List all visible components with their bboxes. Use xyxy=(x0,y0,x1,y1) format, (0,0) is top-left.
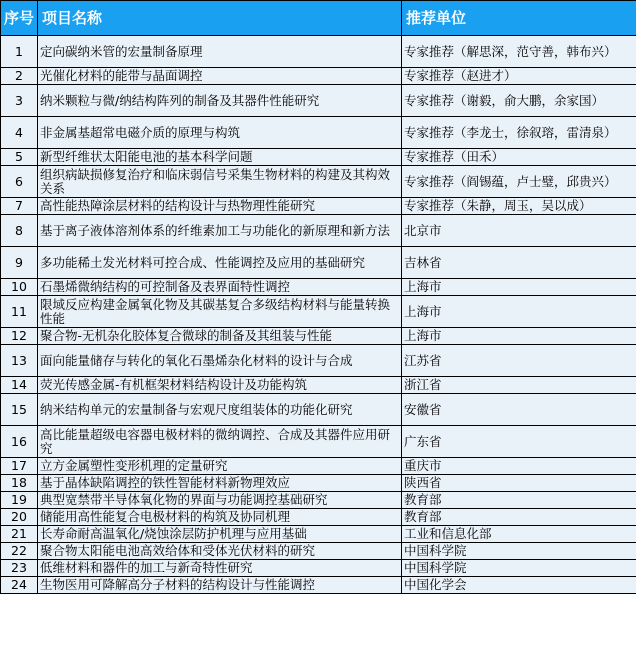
row-no-cell[interactable]: 14 xyxy=(1,377,38,394)
project-name-cell[interactable]: 石墨烯微纳结构的可控制备及表界面特性调控 xyxy=(38,279,402,296)
row-no-cell[interactable]: 24 xyxy=(1,577,38,594)
row-no-cell[interactable]: 20 xyxy=(1,509,38,526)
recommender-cell[interactable]: 上海市 xyxy=(402,296,636,328)
project-name-cell[interactable]: 生物医用可降解高分子材料的结构设计与性能调控 xyxy=(38,577,402,594)
project-name-cell[interactable]: 定向碳纳米管的宏量制备原理 xyxy=(38,36,402,68)
project-name-cell[interactable]: 荧光传感金属-有机框架材料结构设计及功能构筑 xyxy=(38,377,402,394)
row-no-cell[interactable]: 18 xyxy=(1,475,38,492)
recommender-cell[interactable]: 江苏省 xyxy=(402,345,636,377)
recommender-cell[interactable]: 教育部 xyxy=(402,492,636,509)
header-project[interactable]: 项目名称 xyxy=(38,1,402,36)
project-name-cell[interactable]: 低维材料和器件的加工与新奇特性研究 xyxy=(38,560,402,577)
recommender-cell[interactable]: 专家推荐（朱静，周玉，吴以成） xyxy=(402,198,636,215)
project-name-cell[interactable]: 基于离子液体溶剂体系的纤维素加工与功能化的新原理和新方法 xyxy=(38,215,402,247)
project-name-cell[interactable]: 长寿命耐高温氧化/烧蚀涂层防护机理与应用基础 xyxy=(38,526,402,543)
project-name-cell[interactable]: 储能用高性能复合电极材料的构筑及协同机理 xyxy=(38,509,402,526)
recommender-cell[interactable]: 工业和信息化部 xyxy=(402,526,636,543)
project-name-cell[interactable]: 光催化材料的能带与晶面调控 xyxy=(38,68,402,85)
recommender-cell[interactable]: 专家推荐（赵进才） xyxy=(402,68,636,85)
row-no-cell[interactable]: 5 xyxy=(1,149,38,166)
row-no-cell[interactable]: 16 xyxy=(1,426,38,458)
header-no[interactable]: 序号 xyxy=(1,1,38,36)
table-row xyxy=(1,149,636,166)
row-no-cell[interactable]: 1 xyxy=(1,36,38,68)
recommender-cell[interactable]: 广东省 xyxy=(402,426,636,458)
project-name-cell[interactable]: 基于晶体缺陷调控的铁性智能材料新物理效应 xyxy=(38,475,402,492)
recommender-cell[interactable]: 中国化学会 xyxy=(402,577,636,594)
project-name-cell[interactable]: 聚合物-无机杂化胶体复合微球的制备及其组装与性能 xyxy=(38,328,402,345)
project-name-cell[interactable]: 限域反应构建金属氧化物及其碳基复合多级结构材料与能量转换性能 xyxy=(38,296,402,328)
project-name-cell[interactable]: 组织病缺损修复治疗和临床弱信号采集生物材料的构建及其构效关系 xyxy=(38,166,402,198)
table-row xyxy=(1,166,636,198)
recommender-cell[interactable]: 安徽省 xyxy=(402,394,636,426)
row-no-cell[interactable]: 6 xyxy=(1,166,38,198)
recommender-cell[interactable]: 上海市 xyxy=(402,279,636,296)
project-name-cell[interactable]: 非金属基超常电磁介质的原理与构筑 xyxy=(38,117,402,149)
table-row xyxy=(1,560,636,577)
row-no-cell[interactable]: 21 xyxy=(1,526,38,543)
project-name-cell[interactable]: 多功能稀土发光材料可控合成、性能调控及应用的基础研究 xyxy=(38,247,402,279)
table-row xyxy=(1,198,636,215)
row-no-cell[interactable]: 22 xyxy=(1,543,38,560)
table-row xyxy=(1,475,636,492)
recommender-cell[interactable]: 专家推荐（阎锡蕴，卢士璧，邱贵兴） xyxy=(402,166,636,198)
header-unit[interactable]: 推荐单位 xyxy=(402,1,636,36)
project-name-cell[interactable]: 纳米结构单元的宏量制备与宏观尺度组装体的功能化研究 xyxy=(38,394,402,426)
project-name-cell[interactable]: 纳米颗粒与微/纳结构阵列的制备及其器件性能研究 xyxy=(38,85,402,117)
table-row xyxy=(1,247,636,279)
recommender-cell[interactable]: 教育部 xyxy=(402,509,636,526)
table-row xyxy=(1,426,636,458)
table-row xyxy=(1,458,636,475)
table-row xyxy=(1,577,636,594)
recommender-cell[interactable]: 专家推荐（解思深，范守善，韩布兴） xyxy=(402,36,636,68)
project-name-cell[interactable]: 聚合物太阳能电池高效给体和受体光伏材料的研究 xyxy=(38,543,402,560)
project-name-cell[interactable]: 典型宽禁带半导体氧化物的界面与功能调控基础研究 xyxy=(38,492,402,509)
recommender-cell[interactable]: 专家推荐（谢毅，俞大鹏，余家国） xyxy=(402,85,636,117)
project-name-cell[interactable]: 高比能量超级电容器电极材料的微纳调控、合成及其器件应用研究 xyxy=(38,426,402,458)
recommender-cell[interactable]: 浙江省 xyxy=(402,377,636,394)
row-no-cell[interactable]: 4 xyxy=(1,117,38,149)
table-row xyxy=(1,117,636,149)
row-no-cell[interactable]: 12 xyxy=(1,328,38,345)
row-no-cell[interactable]: 10 xyxy=(1,279,38,296)
table-row xyxy=(1,36,636,68)
header-row xyxy=(1,1,636,36)
recommender-cell[interactable]: 陕西省 xyxy=(402,475,636,492)
table-row xyxy=(1,296,636,328)
row-no-cell[interactable]: 8 xyxy=(1,215,38,247)
table-row xyxy=(1,345,636,377)
recommender-cell[interactable]: 重庆市 xyxy=(402,458,636,475)
table-row xyxy=(1,68,636,85)
row-no-cell[interactable]: 9 xyxy=(1,247,38,279)
recommender-cell[interactable]: 专家推荐（李龙士，徐叙瑢，雷清泉） xyxy=(402,117,636,149)
recommender-cell[interactable]: 吉林省 xyxy=(402,247,636,279)
project-name-cell[interactable]: 面向能量储存与转化的氧化石墨烯杂化材料的设计与合成 xyxy=(38,345,402,377)
table-row xyxy=(1,279,636,296)
table-row xyxy=(1,215,636,247)
project-name-cell[interactable]: 立方金属塑性变形机理的定量研究 xyxy=(38,458,402,475)
table-row xyxy=(1,509,636,526)
table-row xyxy=(1,85,636,117)
row-no-cell[interactable]: 7 xyxy=(1,198,38,215)
row-no-cell[interactable]: 13 xyxy=(1,345,38,377)
row-no-cell[interactable]: 23 xyxy=(1,560,38,577)
row-no-cell[interactable]: 2 xyxy=(1,68,38,85)
row-no-cell[interactable]: 19 xyxy=(1,492,38,509)
project-name-cell[interactable]: 高性能热障涂层材料的结构设计与热物理性能研究 xyxy=(38,198,402,215)
row-no-cell[interactable]: 15 xyxy=(1,394,38,426)
table-row xyxy=(1,328,636,345)
table-row xyxy=(1,526,636,543)
table-row xyxy=(1,377,636,394)
row-no-cell[interactable]: 3 xyxy=(1,85,38,117)
row-no-cell[interactable]: 17 xyxy=(1,458,38,475)
recommender-cell[interactable]: 中国科学院 xyxy=(402,560,636,577)
recommender-cell[interactable]: 中国科学院 xyxy=(402,543,636,560)
recommender-cell[interactable]: 上海市 xyxy=(402,328,636,345)
table-row xyxy=(1,492,636,509)
table-row xyxy=(1,543,636,560)
table-row xyxy=(1,394,636,426)
project-name-cell[interactable]: 新型纤维状太阳能电池的基本科学问题 xyxy=(38,149,402,166)
row-no-cell[interactable]: 11 xyxy=(1,296,38,328)
recommender-cell[interactable]: 北京市 xyxy=(402,215,636,247)
recommender-cell[interactable]: 专家推荐（田禾） xyxy=(402,149,636,166)
